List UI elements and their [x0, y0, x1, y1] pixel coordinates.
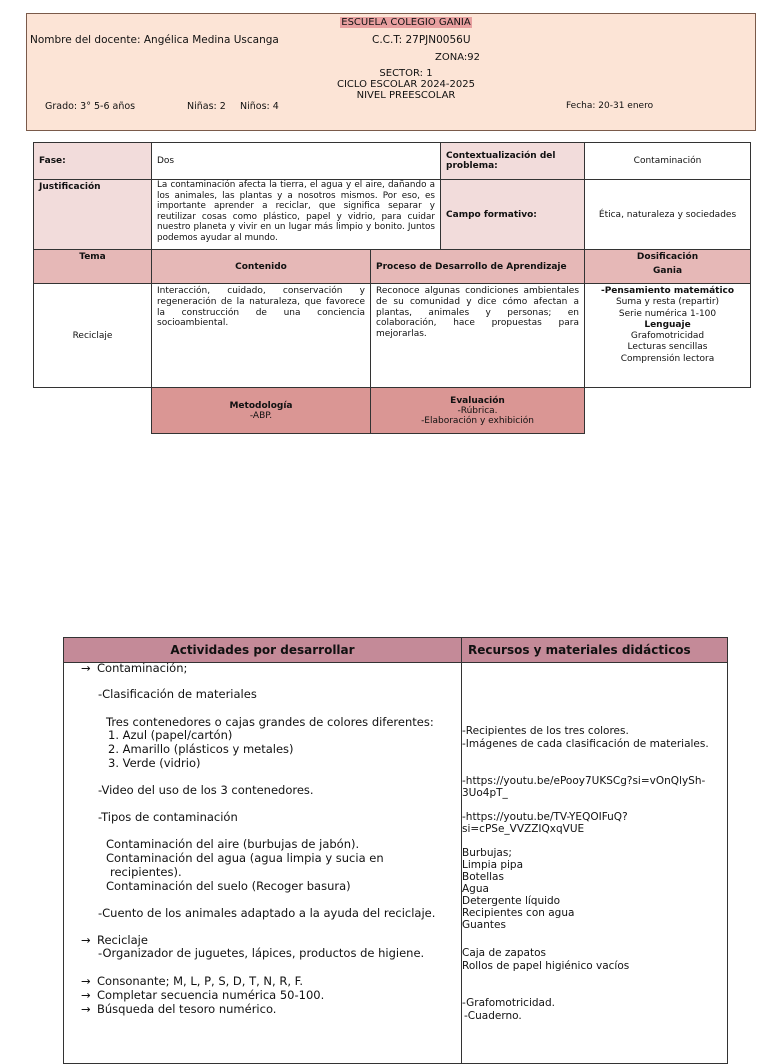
- campo-label: Campo formativo:: [441, 180, 585, 250]
- header-box: [26, 13, 756, 131]
- metodologia-cell: [152, 388, 371, 434]
- sector: SECTOR: 1: [379, 68, 433, 79]
- arrow-icon: →: [81, 661, 91, 675]
- empty-cell: [34, 388, 152, 434]
- list-item: recipientes).: [110, 865, 182, 879]
- dosificacion-value: [585, 284, 751, 388]
- list-item: 2. Amarillo (plásticos y metales): [108, 742, 294, 756]
- dos-len-1: Grafomotricidad: [630, 331, 705, 341]
- metodologia-label: Metodología: [229, 400, 293, 411]
- arrow-icon: →: [81, 988, 91, 1002]
- activities-table: [63, 637, 728, 1064]
- grado: Grado: 3° 5-6 años: [45, 101, 136, 112]
- list-item: -Tipos de contaminación: [98, 810, 238, 824]
- list-item: Agua: [462, 883, 489, 895]
- dos-pm-title: -Pensamiento matemático: [600, 286, 735, 296]
- fase-label: Fase:: [34, 143, 152, 180]
- list-item: Botellas: [462, 871, 504, 883]
- list-item: Detergente líquido: [462, 895, 561, 907]
- list-item: Contaminación del agua (agua limpia y sucia en: [106, 851, 384, 865]
- contenido-label: Contenido: [152, 250, 371, 284]
- list-item: Tres contenedores o cajas grandes de colores diferentes:: [106, 715, 434, 729]
- list-item: → Reciclaje: [81, 933, 148, 947]
- metodologia-value: -ABP.: [249, 410, 273, 421]
- ciclo-escolar: CICLO ESCOLAR 2024-2025: [337, 79, 475, 90]
- list-item: 1. Azul (papel/cartón): [108, 728, 233, 742]
- proceso-value: Reconoce algunas condiciones ambientales de su comunidad y dice cómo afectan a plantas, animales y personas; en colaboración, hace propuestas para mejorarlas.: [371, 284, 585, 388]
- list-item: -Clasificación de materiales: [98, 687, 257, 701]
- list-item: -Video del uso de los 3 contenedores.: [98, 783, 314, 797]
- tema-value: Reciclaje: [34, 284, 152, 388]
- school-name: ESCUELA COLEGIO GANIA: [341, 17, 471, 28]
- arrow-icon: →: [81, 1002, 91, 1016]
- arrow-icon: →: [81, 933, 91, 947]
- evaluacion-label: Evaluación: [450, 395, 505, 406]
- planning-table: [33, 142, 751, 434]
- arrow-icon: →: [81, 974, 91, 988]
- list-item: -Grafomotricidad.: [462, 997, 555, 1009]
- zona: ZONA:92: [435, 52, 480, 63]
- list-item: -https://youtu.be/ePooy7UKSCg?si=vOnQlySh-: [462, 775, 706, 787]
- list-item: Rollos de papel higiénico vacíos: [462, 960, 630, 972]
- list-item: -Imágenes de cada clasificación de materiales.: [462, 738, 709, 750]
- contenido-value: Interacción, cuidado, conservación y regeneración de la naturaleza, que favorece la construcción de una conciencia socioambiental.: [152, 284, 371, 388]
- dosificacion-header: [585, 250, 751, 284]
- campo-value: Ética, naturaleza y sociedades: [585, 180, 751, 250]
- contexto-value: Contaminación: [585, 143, 751, 180]
- list-item: → Completar secuencia numérica 50-100.: [81, 988, 325, 1002]
- list-item: Caja de zapatos: [462, 947, 546, 959]
- list-item: Burbujas;: [462, 847, 512, 859]
- dosificacion-label: Dosificación: [636, 252, 699, 262]
- activities-header: Actividades por desarrollar: [64, 638, 462, 663]
- fase-value: Dos: [152, 143, 441, 180]
- list-item: → Contaminación;: [81, 661, 188, 675]
- activities-cell: [64, 663, 462, 1064]
- list-item: si=cPSe_VVZZIQxqVUE: [462, 823, 585, 835]
- justificacion-value: La contaminación afecta la tierra, el agua y el aire, dañando a los animales, las plantas y a nosotros mismos. Por eso, es importante aprender a reciclar, que significa separar y reutilizar cosas como plástico, papel y vidrio, para cuidar nuestro planeta y vivir en un lugar más limpio y bonito. Juntos podemos ayudar al mundo.: [152, 180, 441, 250]
- resources-cell: [462, 663, 728, 1064]
- dosificacion-sub: Gania: [653, 266, 683, 276]
- list-item: -Organizador de juguetes, lápices, productos de higiene.: [98, 946, 425, 960]
- list-item: Contaminación del aire (burbujas de jabón).: [106, 837, 360, 851]
- list-item: -https://youtu.be/TV-YEQOIFuQ?: [462, 811, 628, 823]
- dos-len-3: Comprensión lectora: [620, 353, 715, 364]
- list-item: 3. Verde (vidrio): [108, 756, 201, 770]
- list-item: 3Uo4pT_: [462, 787, 508, 799]
- list-item: -Cuaderno.: [464, 1010, 522, 1022]
- fecha: Fecha: 20-31 enero: [566, 101, 654, 111]
- dos-pm-2: Serie numérica 1-100: [618, 308, 717, 319]
- dos-pm-1: Suma y resta (repartir): [615, 297, 720, 308]
- evaluacion-cell: [371, 388, 585, 434]
- dos-len-title: Lenguaje: [644, 319, 691, 330]
- evaluacion-1: -Rúbrica.: [457, 405, 498, 416]
- list-item: → Consonante; M, L, P, S, D, T, N, R, F.: [81, 974, 304, 988]
- nivel: NIVEL PREESCOLAR: [356, 90, 456, 101]
- list-item: → Búsqueda del tesoro numérico.: [81, 1002, 277, 1016]
- dos-len-2: Lecturas sencillas: [627, 342, 708, 353]
- resources-header: Recursos y materiales didácticos: [462, 638, 728, 663]
- tema-label: Tema: [34, 250, 152, 284]
- contexto-label: Contextualización del problema:: [441, 143, 585, 180]
- ninos: Niños: 4: [240, 101, 279, 112]
- ninas: Niñas: 2: [187, 101, 226, 112]
- list-item: Recipientes con agua: [462, 907, 575, 919]
- empty-cell: [585, 388, 751, 434]
- list-item: -Cuento de los animales adaptado a la ayuda del reciclaje.: [98, 906, 436, 920]
- proceso-label: Proceso de Desarrollo de Aprendizaje: [371, 250, 585, 284]
- list-item: -Recipientes de los tres colores.: [462, 725, 629, 737]
- list-item: Limpia pipa: [462, 859, 524, 871]
- teacher-name: Nombre del docente: Angélica Medina Uscanga: [30, 34, 279, 46]
- evaluacion-2: -Elaboración y exhibición: [421, 415, 534, 426]
- cct: C.C.T: 27PJN0056U: [372, 34, 471, 46]
- list-item: Contaminación del suelo (Recoger basura): [106, 879, 351, 893]
- justificacion-label: Justificación: [34, 180, 152, 250]
- list-item: Guantes: [462, 919, 506, 931]
